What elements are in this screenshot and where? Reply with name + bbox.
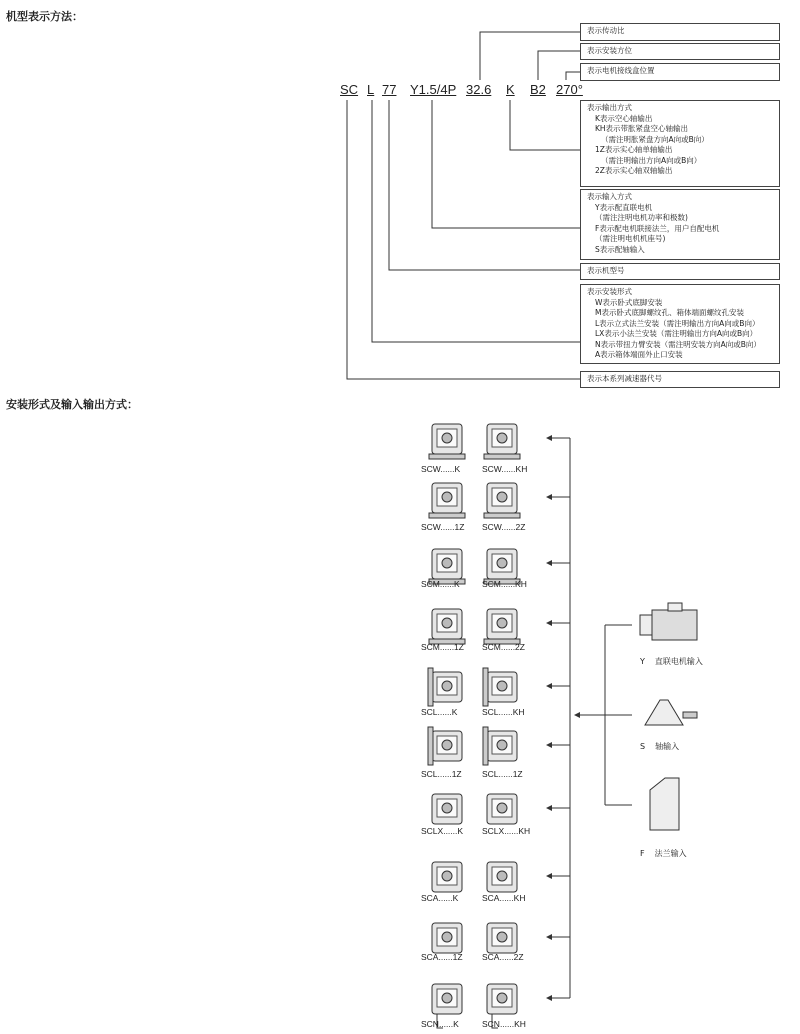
variant-label: SCL......KH <box>482 707 525 717</box>
variant-label: SCM......2Z <box>482 642 525 652</box>
text: M表示卧式底脚螺纹孔、箱体端面螺纹孔安装 <box>595 308 744 317</box>
box-model: 表示机型号 <box>580 263 780 280</box>
text: （需注明输出方向A向或B向） <box>601 155 702 165</box>
gearbox-shaft <box>497 681 507 691</box>
text: 表示安装形式 <box>587 287 632 296</box>
input-text: 直联电机输入 <box>654 657 703 666</box>
variant-label: SCL......1Z <box>421 769 462 779</box>
text: Y表示配直联电机 <box>595 202 653 212</box>
variant-label: SCA......KH <box>482 893 526 903</box>
code-position: B2 <box>530 82 546 97</box>
arrow-head <box>546 873 552 879</box>
input-shaft <box>683 712 697 718</box>
text: K表示空心轴输出 <box>595 113 653 123</box>
motor-icon <box>652 610 697 640</box>
arrow-head <box>546 805 552 811</box>
arrow-head <box>546 560 552 566</box>
code-input: Y1.5/4P <box>410 82 457 97</box>
input-label-F <box>640 848 687 859</box>
arrow-head <box>546 683 552 689</box>
gearbox-shaft <box>442 433 452 443</box>
gearbox-flange <box>428 668 433 706</box>
arrow-head <box>546 494 552 500</box>
variant-label: SCW......KH <box>482 464 528 474</box>
text: 1Z表示实心轴单轴输出 <box>595 145 673 154</box>
arrow-head <box>546 934 552 940</box>
gearbox-shaft <box>497 993 507 1003</box>
input-code: S <box>640 742 646 751</box>
input-text: 法兰输入 <box>654 849 687 858</box>
gearbox-shaft <box>442 803 452 813</box>
gearbox-shaft <box>497 558 507 568</box>
variant-label: SCLX......KH <box>482 826 531 836</box>
gearbox-shaft <box>497 871 507 881</box>
arrow-head <box>546 435 552 441</box>
arrow-head <box>546 995 552 1001</box>
input-label-S <box>640 741 679 752</box>
variant-label: SCM......1Z <box>421 642 464 652</box>
text: L表示立式法兰安装（需注明输出方向A向或B向） <box>595 318 760 328</box>
variant-label: SCW......2Z <box>482 522 526 532</box>
gearbox-foot <box>484 454 520 459</box>
input-text: 轴输入 <box>655 742 680 751</box>
gearbox-flange <box>483 668 488 706</box>
heading-mounting-io: 安装形式及输入输出方式： <box>6 398 138 411</box>
text: N表示带扭力臂安装（需注明安装方向A向或B向） <box>595 339 761 349</box>
code-series: SC <box>340 82 359 97</box>
motor-flange <box>640 615 652 635</box>
variant-label: SCW......1Z <box>421 522 465 532</box>
text: S表示配轴输入 <box>595 244 645 254</box>
code-mounting: L <box>367 82 375 97</box>
input-code: Y <box>640 657 645 666</box>
text: 2Z表示实心轴双轴输出 <box>595 166 673 175</box>
gearbox-shaft <box>497 740 507 750</box>
gearbox-shaft <box>497 492 507 502</box>
text: LX表示小法兰安装（需注明输出方向A向或B向） <box>595 329 758 338</box>
box-series: 表示本系列减速器代号 <box>580 371 780 388</box>
flange-input-icon <box>650 778 679 830</box>
text: KH表示带胀紧盘空心轴输出 <box>595 124 689 133</box>
gearbox-shaft <box>442 681 452 691</box>
code-output: K <box>506 82 515 97</box>
gearbox-shaft <box>442 492 452 502</box>
code-ratio: 32.6 <box>466 82 492 97</box>
variant-label: SCW......K <box>421 464 461 474</box>
gearbox-foot <box>429 513 465 518</box>
gearbox-shaft <box>497 803 507 813</box>
input-label-Y <box>640 656 703 667</box>
box-ratio: 表示传动比 <box>580 23 780 41</box>
text: A表示箱体端面外止口安装 <box>595 350 683 359</box>
variant-label: SCN......K <box>421 1019 459 1029</box>
gearbox-shaft <box>442 740 452 750</box>
gearbox-shaft <box>442 618 452 628</box>
text: 表示输入方式 <box>587 192 632 201</box>
gearbox-shaft <box>497 618 507 628</box>
gearbox-shaft <box>442 932 452 942</box>
heading-model-designation: 机型表示方法： <box>6 10 83 23</box>
text: （需注明电机机座号) <box>595 234 666 243</box>
text: （需注明胀紧盘方向A向或B向） <box>601 134 709 144</box>
gearbox-shaft <box>497 433 507 443</box>
variant-label: SCLX......K <box>421 826 464 836</box>
code-model: 77 <box>382 82 397 97</box>
gearbox-shaft <box>442 871 452 881</box>
motor-terminal-box <box>668 603 682 611</box>
variant-label: SCL......K <box>421 707 458 717</box>
text: 表示输出方式 <box>587 103 632 112</box>
text: F表示配电机联接法兰，用户自配电机 <box>595 223 720 233</box>
variant-label: SCA......2Z <box>482 952 524 962</box>
text: （需注注明电机功率和极数) <box>595 213 688 222</box>
arrow-head <box>546 620 552 626</box>
arrow-head <box>574 712 580 718</box>
gearbox-foot <box>429 454 465 459</box>
gearbox-flange <box>483 727 488 765</box>
arrow-head <box>546 742 552 748</box>
variant-label: SCM......K <box>421 579 460 589</box>
text: W表示卧式底脚安装 <box>595 297 663 307</box>
variant-label: SCM......KH <box>482 579 527 589</box>
gearbox-shaft <box>442 558 452 568</box>
code-terminal: 270° <box>556 82 583 97</box>
variant-label: SCA......K <box>421 893 459 903</box>
box-mount-position: 表示安装方位 <box>580 43 780 60</box>
shaft-input-icon <box>645 700 683 725</box>
variant-label: SCN......KH <box>482 1019 526 1029</box>
gearbox-flange <box>428 727 433 765</box>
variant-label: SCL......1Z <box>482 769 523 779</box>
gearbox-shaft <box>497 932 507 942</box>
input-code: F <box>640 849 645 858</box>
gearbox-foot <box>484 513 520 518</box>
gearbox-shaft <box>442 993 452 1003</box>
variant-label: SCA......1Z <box>421 952 463 962</box>
box-terminal-box: 表示电机接线盒位置 <box>580 63 780 81</box>
